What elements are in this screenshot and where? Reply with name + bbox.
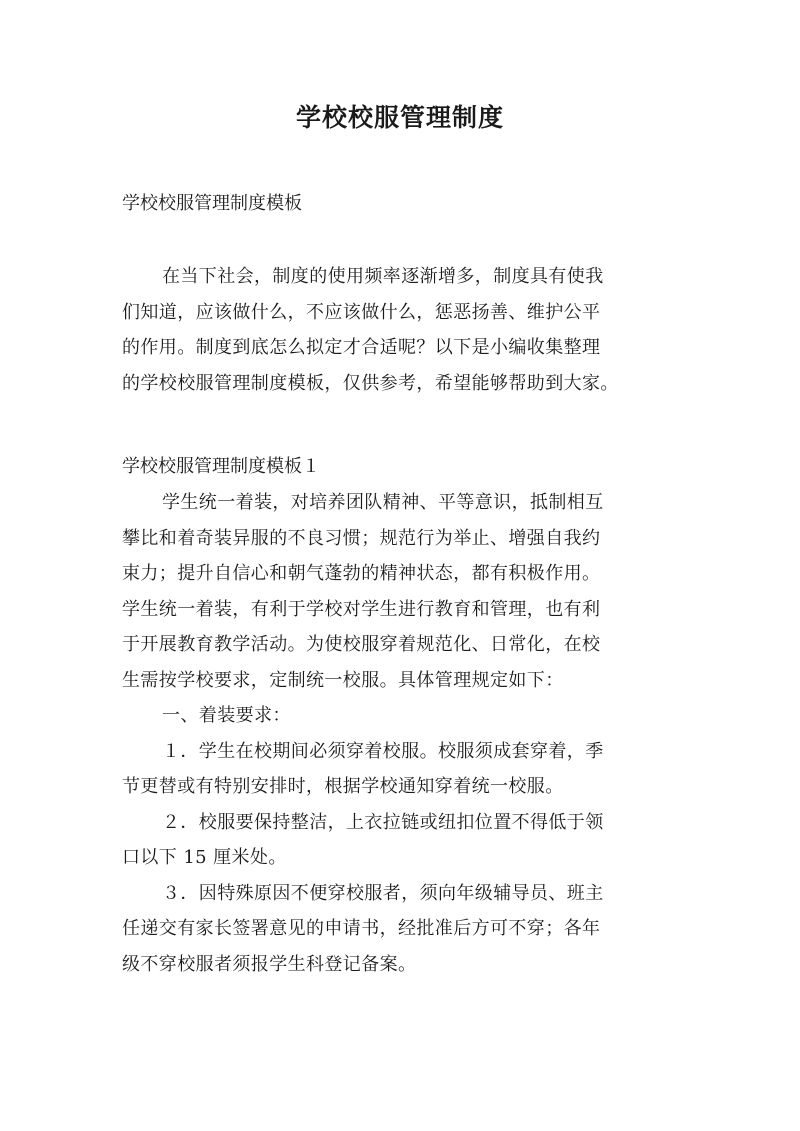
list-item-line: １．学生在校期间必须穿着校服。校服须成套穿着，季 xyxy=(162,740,604,762)
paragraph-line: 束力；提升自信心和朝气蓬勃的精神状态，都有积极作用。 xyxy=(122,563,601,584)
document-title: 学校校服管理制度 xyxy=(295,103,504,132)
paragraph-line: 学生统一着装，对培养团队精神、平等意识，抵制相互 xyxy=(162,492,604,513)
paragraph-line: 于开展教育教学活动。为使校服穿着规范化、日常化，在校 xyxy=(122,634,601,655)
list-item-line: ２．校服要保持整洁，上衣拉链或纽扣位置不得低于领 xyxy=(162,811,604,833)
list-item-line: ３．因特殊原因不便穿校服者，须向年级辅导员、班主 xyxy=(162,882,604,904)
intro-paragraph xyxy=(122,259,619,401)
paragraph-line: 生需按学校要求，定制统一校服。具体管理规定如下： xyxy=(122,669,564,691)
paragraph-line: 在当下社会，制度的使用频率逐渐增多，制度具有使我 xyxy=(162,266,604,287)
list-heading: 一、着装要求： xyxy=(162,705,291,726)
document-subtitle: 学校校服管理制度模板 xyxy=(122,193,302,214)
list-item-line: 级不穿校服者须报学生科登记备案。 xyxy=(122,953,417,975)
paragraph-line: 攀比和着奇装异服的不良习惯；规范行为举止、增强自我约 xyxy=(122,527,601,549)
paragraph-line: 的学校校服管理制度模板，仅供参考，希望能够帮助到大家。 xyxy=(122,372,619,394)
paragraph-line: 们知道，应该做什么，不应该做什么，惩恶扬善、维护公平 xyxy=(122,301,601,323)
list-item-line: 任递交有家长签署意见的申请书，经批准后方可不穿；各年 xyxy=(122,918,601,939)
list-item-line: 口以下 15 厘米处。 xyxy=(122,847,287,868)
section-body xyxy=(122,485,604,982)
section-heading: 学校校服管理制度模板１ xyxy=(122,456,320,477)
list-item-line: 节更替或有特别安排时，根据学校通知穿着统一校服。 xyxy=(122,776,564,797)
paragraph-line: 学生统一着装，有利于学校对学生进行教育和管理，也有利 xyxy=(122,598,601,620)
paragraph-line: 的作用。制度到底怎么拟定才合适呢？以下是小编收集整理 xyxy=(122,337,601,358)
